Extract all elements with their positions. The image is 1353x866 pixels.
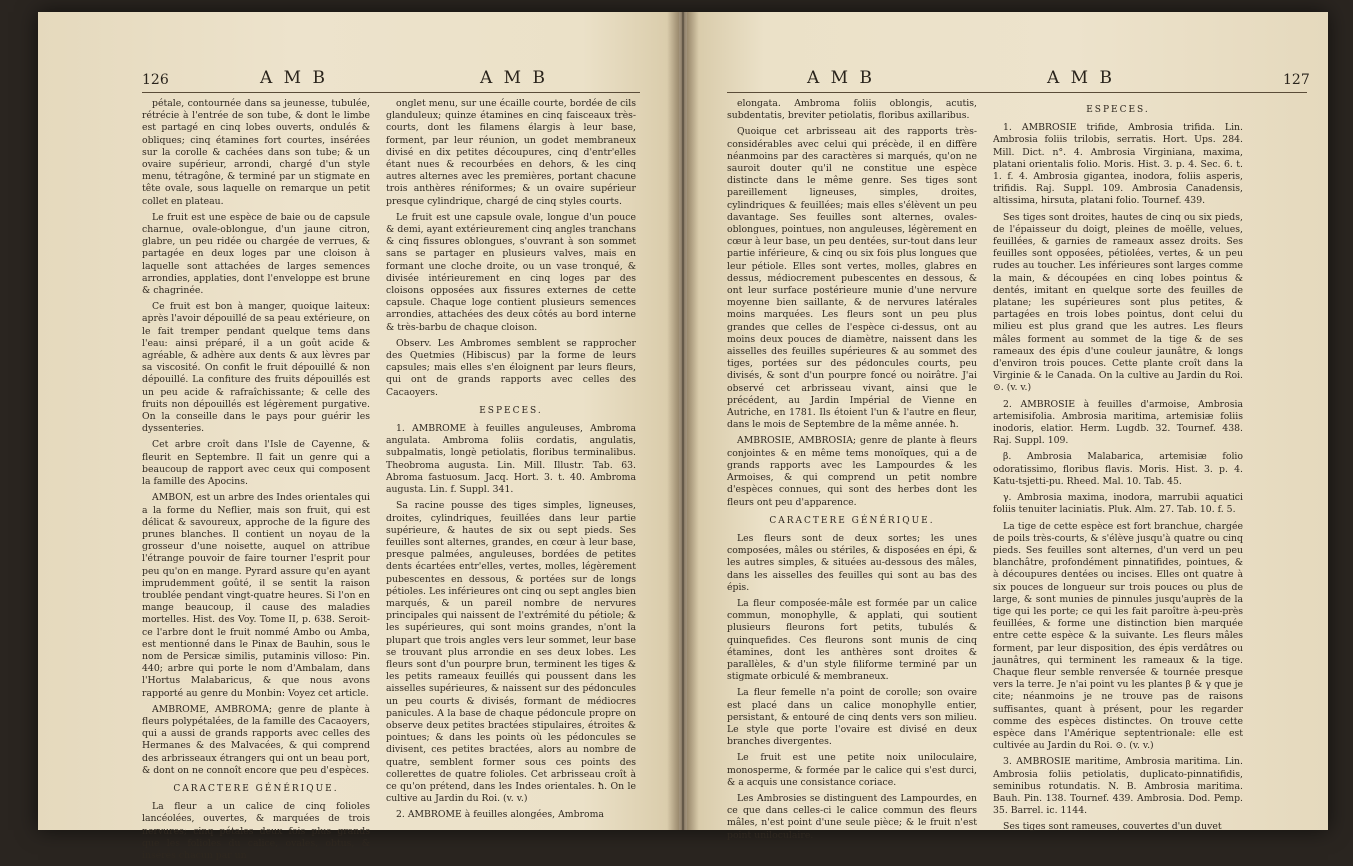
paragraph: Ce fruit est bon à manger, quoique laiteux: après l'avoir dépouillé de sa peau extérieure, on le fait tremper pendant quelque tems dans l'eau: ainsi préparé, il a un goût acide & agréable, & adhère aux dents & aux lèvres par sa viscosité. On confit le fruit dépouillé & non dépouillé. La confiture des fruits dépouillés est un peu acide & rafraîchissante; & celle des fruits non dépouillés est légèrement purgative. On la conseille dans le pays pour guérir les dyssenteries.: [142, 301, 370, 435]
paragraph: AMBROSIE, AMBROSIA; genre de plante à fleurs conjointes & en même tems monoïques, qui a de grands rapports avec les Lampourdes & les Armoises, & qui comprend un petit nombre d'espèces connues, qui sont des herbes dont les fleurs ont peu d'apparence.: [727, 435, 977, 508]
paragraph: Les fleurs sont de deux sortes; les unes composées, mâles ou stériles, & disposées en épi, & les autres simples, & situées au-dessous des mâles, dans les aisselles des feuilles qui sont au bas des épis.: [727, 532, 977, 593]
paragraph: La fleur femelle n'a point de corolle; son ovaire est placé dans un calice monophylle entier, persistant, & entouré de cinq dents vers son milieu. Le style que porte l'ovaire est divisé en deux branches divergentes.: [727, 687, 977, 748]
paragraph: 2. AMBROSIE à feuilles d'armoise, Ambrosia artemisifolia. Ambrosia maritima, artemisiæ foliis inodoris, elatior. Herm. Lugdb. 32. Tournef. 438. Raj. Suppl. 109.: [993, 398, 1243, 447]
right-header-col2: A M B: [1047, 68, 1115, 88]
paragraph: Observ. Les Ambromes semblent se rapprocher des Quetmies (Hibiscus) par la forme de leurs capsules; mais elles s'en éloignent par leurs fleurs, qui ont de grands rapports avec celles des Cacaoyers.: [386, 337, 636, 398]
right-column-1: [727, 98, 977, 846]
paragraph: CARACTERE GÉNÉRIQUE.: [769, 515, 935, 526]
right-page-number: 127: [1283, 72, 1310, 88]
paragraph: Le fruit est une espèce de baie ou de capsule charnue, ovale-oblongue, d'un jaune citron, glabre, un peu ridée ou chargée de verrues, & partagée en deux loges par une cloison à laquelle sont attachées de larges semences arrondies, applaties, dont l'enveloppe est brune & chagrinée.: [142, 211, 370, 297]
left-header-rule: [142, 92, 640, 93]
paragraph: La fleur a un calice de cinq folioles lancéolées, ouvertes, & marquées de trois nervures; cinq pétales deux fois plus grands que les folioles du calice, ovales, obtus, & insérés chacun par un: [142, 801, 370, 861]
paragraph: β. Ambrosia Malabarica, artemisiæ folio odoratissimo, floribus flavis. Moris. Hist. 3. p. 4. Katu-tsjetti-pu. Rheed. Mal. 10. Tab. 45.: [993, 451, 1243, 487]
right-column-2: [993, 98, 1243, 838]
paragraph: La fleur composée-mâle est formée par un calice commun, monophylle, & applati, qui soutient plusieurs fleurons fort petits, tubulés & quinquefides. Ces fleurons sont munis de cinq étamines, dont les anthères sont droites & parallèles, & d'un style filiforme terminé par un stigmate orbiculé & membraneux.: [727, 597, 977, 683]
left-page: [38, 12, 679, 861]
paragraph: pétale, contournée dans sa jeunesse, tubulée, rétrécie à l'entrée de son tube, & dont le limbe est partagé en cinq lobes ouverts, ondulés & obliques; cinq étamines fort courtes, insérées sur la corolle & cachées dans son tube; & un ovaire supérieur, arrondi, chargé d'un style menu, tétragône, & terminé par un stigmate en tête ovale, sous laquelle on remarque un petit collet en plateau.: [142, 98, 370, 207]
paragraph: onglet menu, sur une écaille courte, bordée de cils glanduleux; quinze étamines en cinq faisceaux très-courts, dont les filamens élargis à leur base, forment, par leur réunion, un godet membraneux divisé en dix petites découpures, cinq d'entr'elles étant nues & recourbées en dehors, & les cinq autres alternes avec les premières, portant chacune trois anthères réniformes; & un ovaire supérieur presque cylindrique, chargé de cinq styles courts.: [386, 98, 636, 207]
left-column-2: [386, 98, 636, 826]
paragraph: 1. AMBROSIE trifide, Ambrosia trifida. Lin. Ambrosia foliis trilobis, serratis. Hort. Ups. 284. Mill. Dict. n°. 4. Ambrosia Virginiana, maxima, platani orientalis folio. Moris. Hist. 3. p. 4. Sec. 6. t. 1. f. 4. Ambrosia gigantea, inodora, foliis asperis, trifidis. Raj. Suppl. 109. Ambrosia Canadensis, altissima, hirsuta, platani folio. Tournef. 439.: [993, 122, 1243, 207]
left-page-number: 126: [142, 72, 169, 88]
paragraph: Ses tiges sont rameuses, couvertes d'un duvet: [1003, 821, 1222, 833]
right-header-rule: [727, 92, 1307, 93]
paragraph: ESPECES.: [1086, 105, 1150, 115]
left-column-1: [142, 98, 370, 866]
paragraph: Quoique cet arbrisseau ait des rapports très-considérables avec celui qui précède, il en diffère néanmoins par des caractères si marqués, qu'on ne sauroit douter qu'il ne constitue une espèce distincte dans le même genre. Ses tiges sont pareillement ligneuses, simples, droites, cylindriques & feuillées; mais elles s'élèvent un peu davantage. Ses feuilles sont alternes, ovales-oblongues, pointues, non anguleuses, légèrement en cœur à leur base, un peu dentées, sur-tout dans leur partie inférieure, & cinq ou six fois plus longues que leur pétiole. Elles sont vertes, molles, glabres en dessus, médiocrement pubescentes en dessous, & ont leur surface postérieure munie d'une nervure moyenne bien saillante, & de nervures latérales moins marquées. Les fleurs sont un peu plus grandes que celles de l'espèce ci-dessus, ont au moins deux pouces de diamètre, naissent dans les aisselles des feuilles supérieures & au sommet des tiges, portées sur des pédoncules courts, peu divisés, & sont d'un pourpre foncé ou noirâtre. J'ai observé cet arbrisseau vivant, ainsi que le précédent, au Jardin Impérial de Vienne en Autriche, en 1781. Ils étoient l'un & l'autre en fleur, dans le mois de Septembre de la même année. ħ.: [727, 126, 977, 431]
paragraph: Ses tiges sont droites, hautes de cinq ou six pieds, de l'épaisseur du doigt, pleines de moëlle, velues, feuillées, & garnies de rameaux assez droits. Ses feuilles sont opposées, pétiolées, vertes, & un peu rudes au toucher. Les inférieures sont larges comme la main, & découpées en cinq lobes pointus & dentés, imitant en quelque sorte des feuilles de platane; les supérieures sont plus petites, & partagées en trois lobes pointus, dont celui du milieu est plus grand que les autres. Les fleurs mâles forment au sommet de la tige & de ses rameaux des épis d'une couleur jaunâtre, & longs d'environ trois pouces. Cette plante croît dans la Virginie & le Canada. On la cultive au Jardin du Roi. ⊙. (v. v.): [993, 211, 1243, 394]
right-page: [687, 12, 1328, 841]
paragraph: Cet arbre croît dans l'Isle de Cayenne, & fleurit en Septembre. Il fait un genre qui a beaucoup de rapport avec ceux qui composent la famille des Apocins.: [142, 439, 370, 488]
paragraph: CARACTERE GÉNÉRIQUE.: [173, 783, 339, 794]
paragraph: 1. AMBROME à feuilles anguleuses, Ambroma angulata. Ambroma foliis cordatis, angulatis, subpalmatis, longè petiolatis, floribus terminalibus. Theobroma augusta. Lin. Mill. Illustr. Tab. 63. Abroma fastuosum. Jacq. Hort. 3. t. 40. Ambroma augusta. Lin. f. Suppl. 341.: [386, 423, 636, 496]
paragraph: elongata. Ambroma foliis oblongis, acutis, subdentatis, breviter petiolatis, floribus axillaribus.: [727, 98, 977, 122]
left-header-col1: A M B: [260, 68, 328, 88]
paragraph: γ. Ambrosia maxima, inodora, marrubii aquatici foliis tenuiter laciniatis. Pluk. Alm. 27. Tab. 10. f. 5.: [993, 492, 1243, 516]
paragraph: Sa racine pousse des tiges simples, ligneuses, droites, cylindriques, feuillées dans leur partie supérieure, & hautes de six ou sept pieds. Ses feuilles sont alternes, grandes, en cœur à leur base, presque palmées, anguleuses, bordées de petites dents écartées entr'elles, vertes, molles, légèrement pubescentes en dessous, & portées sur de longs pétioles. Les inférieures ont cinq ou sept angles bien marqués, & un pareil nombre de nervures principales qui naissent de l'extrémité du pétiole; & les supérieures, qui sont moins grandes, n'ont la plupart que trois angles vers leur sommet, leur base se trouvant plus arrondie en ses deux lobes. Les fleurs sont d'un pourpre brun, terminent les tiges & les petits rameaux feuillés qui poussent dans les aisselles supérieures, & naissent sur des pédoncules un peu courts & divisés, formant de médiocres panicules. A la base de chaque pédoncule propre on observe deux petites bractées stipulaires, étroites & pointues; & dans les points où les pédoncules se divisent, ces petites bractées, alors au nombre de quatre, semblent former sous ces points des collerettes de quatre folioles. Cet arbrisseau croît à ce qu'on prétend, dans les Indes orientales. ħ. On le cultive au Jardin du Roi. (v. v.): [386, 500, 636, 805]
paragraph: AMBROME, AMBROMA; genre de plante à fleurs polypétalées, de la famille des Cacaoyers, qui a aussi de grands rapports avec celles des Hermanes & des Malvacées, & qui comprend des arbrisseaux étrangers qui ont un beau port, & dont on ne connoît encore que peu d'espèces.: [142, 703, 370, 776]
paragraph: La tige de cette espèce est fort branchue, chargée de poils très-courts, & s'élève jusqu'à quatre ou cinq pieds. Ses feuilles sont alternes, d'un verd un peu blanchâtre, profondément pinnatifides, pointues, & à découpures dentées ou incises. Elles ont quatre à six pouces de longueur sur trois pouces ou plus de large, & sont munies de pinnules jusqu'auprès de la tige qui les porte; ce qui les fait paroître à-peu-près feuillées, & forme une distinction bien marquée entre cette espèce & la suivante. Les fleurs mâles forment, par leur disposition, des épis verdâtres ou jaunâtres, qui terminent les rameaux & la tige. Chaque fleur semble renversée & tournée presque vers la terre. Je n'ai point vu les plantes β & γ que je cite; néanmoins je ne trouve pas de raisons suffisantes, quant à présent, pour les regarder comme des espèces distinctes. On trouve cette espèce dans l'Amérique septentrionale: elle est cultivée au Jardin du Roi. ⊙. (v. v.): [993, 520, 1243, 752]
right-header-col1: A M B: [807, 68, 875, 88]
paragraph: Le fruit est une petite noix uniloculaire, monosperme, & formée par le calice qui s'est durci, & a acquis une consistance coriace.: [727, 752, 977, 788]
paragraph: ESPECES.: [479, 405, 543, 416]
paragraph: Le fruit est une capsule ovale, longue d'un pouce & demi, ayant extérieurement cinq angles tranchans & cinq fissures oblongues, s'ouvrant à son sommet sans se partager en plusieurs valves, mais en formant une cloche droite, ou un vase tronqué, & divisée intérieurement en cinq loges par des cloisons opposées aux fissures externes de cette capsule. Chaque loge contient plusieurs semences arrondies, attachées des deux côtés au bord interne & très-barbu de chaque cloison.: [386, 211, 636, 333]
paragraph: 3. AMBROSIE maritime, Ambrosia maritima. Lin. Ambrosia foliis petiolatis, duplicato-pinnatifidis, seminibus rotundatis. N. B. Ambrosia maritima. Bauh. Pin. 138. Tournef. 439. Ambrosia. Dod. Pemp. 35. Barrel. ic. 1144.: [993, 756, 1243, 817]
open-book: [38, 12, 1328, 861]
left-header-col2: A M B: [480, 68, 548, 88]
paragraph: 2. AMBROME à feuilles alongées, Ambroma: [396, 809, 604, 821]
book-gutter: [667, 12, 699, 830]
paragraph: AMBON, est un arbre des Indes orientales qui a la forme du Neflier, mais son fruit, qui est délicat & savoureux, approche de la figure des prunes blanches. Il contient un noyau de la grosseur d'une noisette, auquel on attribue l'étrange pouvoir de faire tourner l'esprit pour peu qu'on en mange. Pyrard assure qu'en ayant imprudemment goûté, il se sentit la raison troublée pendant vingt-quatre heures. Si l'on en mange beaucoup, il cause des maladies mortelles. Hist. des Voy. Tome II, p. 638. Seroit-ce l'arbre dont le fruit nommé Ambo ou Amba, est mentionné dans le Pinax de Bauhin, sous le nom de Persicæ similis, putaminis villoso: Pin. 440; arbre qui porte le nom d'Ambalam, dans l'Hortus Malabaricus, & que nous avons rapporté au genre du Monbin: Voyez cet article.: [142, 492, 370, 699]
paragraph: Les Ambrosies se distinguent des Lampourdes, en ce que dans celles-ci le calice commun des fleurs mâles, n'est point d'une seule pièce; & le fruit n'est point uniloculaire.: [727, 792, 977, 841]
